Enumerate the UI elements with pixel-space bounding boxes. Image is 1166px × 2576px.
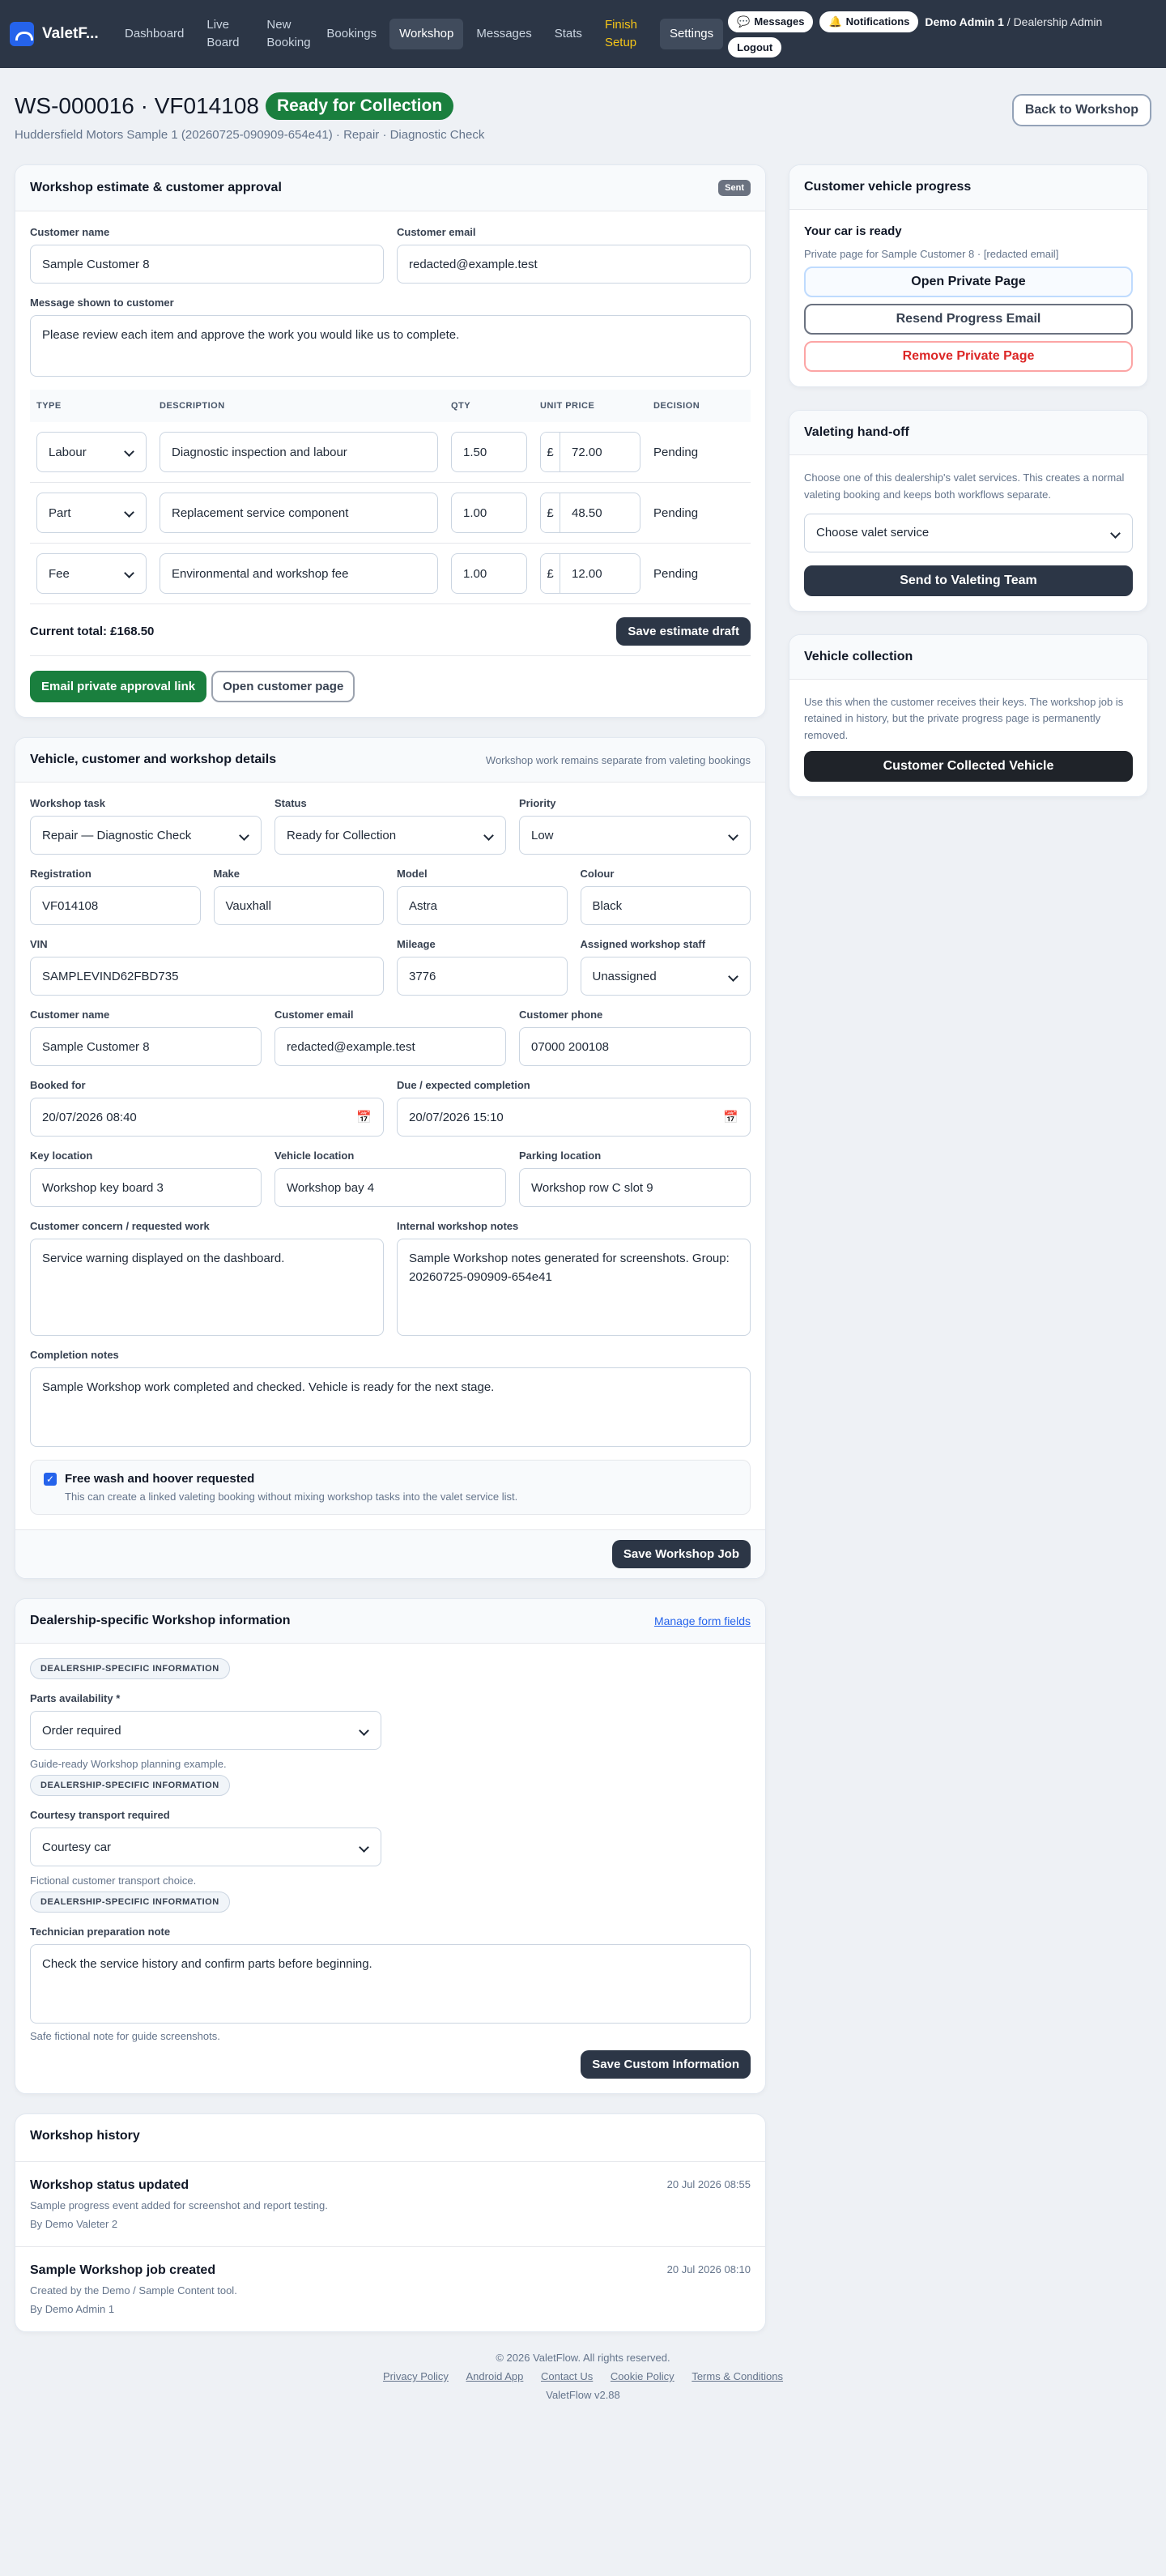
status-label: Status [274,797,307,809]
valet-text: Choose one of this dealership's valet services. This creates a normal valeting booking and keeps both workflows separate. [804,471,1125,501]
currency-symbol: £ [541,493,560,532]
concern-label: Customer concern / requested work [30,1220,210,1232]
current-total: Current total: £168.50 [30,625,155,638]
estimate-customer-name-input[interactable]: Sample Customer 8 [30,245,384,284]
collection-title: Vehicle collection [804,649,913,663]
cname-label: Customer name [30,1009,110,1021]
nav-live-board[interactable]: Live Board [206,18,240,49]
courtesy-transport-select[interactable]: Courtesy car [30,1828,381,1866]
staff-label: Assigned workshop staff [580,938,706,950]
item-type-select[interactable]: Fee [36,553,147,594]
valet-title: Valeting hand-off [804,425,909,439]
registration-label: Registration [30,868,91,880]
nav-workshop[interactable]: Workshop [389,19,463,49]
free-wash-title: Free wash and hoover requested [65,1472,255,1486]
history-item-title: Workshop status updated [30,2178,189,2192]
sent-badge: Sent [718,180,751,196]
parking-location-input[interactable]: Workshop row C slot 9 [519,1168,751,1207]
item-price-value: 48.50 [572,505,602,520]
internal-notes-textarea[interactable]: Sample Workshop notes generated for screenshots. Group: 20260725-090909-654e41 [397,1239,751,1336]
history-title: Workshop history [30,2129,140,2143]
email-approval-link-button[interactable]: Email private approval link [30,671,206,702]
estimate-card-header [15,165,765,211]
brand-name: ValetF... [42,25,99,42]
customer-progress-card [789,164,1148,387]
user-name: Demo Admin 1 [925,15,1004,28]
make-label: Make [213,868,240,880]
free-wash-option[interactable] [30,1460,751,1515]
progress-title: Customer vehicle progress [804,180,972,194]
col-unit-price: UNIT PRICE [534,390,647,422]
open-customer-page-button[interactable]: Open customer page [211,671,355,702]
history-item-text: Sample progress event added for screenshot and report testing. [30,2199,328,2211]
col-description: DESCRIPTION [153,390,445,422]
item-qty-input[interactable]: 1.50 [451,432,527,472]
customer-phone-input[interactable]: 07000 200108 [519,1027,751,1066]
logout-button[interactable]: Logout [728,37,781,58]
item-description-input[interactable]: Replacement service component [160,493,438,533]
nav-bookings[interactable]: Bookings [326,27,377,41]
booked-for-input[interactable] [30,1098,384,1137]
item-price-value: 12.00 [572,566,602,581]
item-description-input[interactable]: Environmental and workshop fee [160,553,438,594]
nav-messages[interactable]: Messages [476,27,532,41]
custom-info-card [15,1598,766,2094]
collection-text: Use this when the customer receives their keys. The workshop job is retained in history, but the private progress page is permanently removed. [804,695,1124,742]
chat-icon: 💬 [737,15,751,28]
estimate-table-header [30,390,751,422]
vehicle-location-input[interactable]: Workshop bay 4 [274,1168,506,1207]
valet-service-select[interactable]: Choose valet service [804,514,1133,552]
key-location-input[interactable]: Workshop key board 3 [30,1168,262,1207]
history-item-title: Sample Workshop job created [30,2263,216,2277]
item-description-input[interactable]: Diagnostic inspection and labour [160,432,438,472]
terms-link[interactable]: Terms & Conditions [692,2370,784,2382]
tech-note-hint: Safe fictional note for guide screenshots. [30,2030,220,2042]
tech-note-label: Technician preparation note [30,1926,171,1938]
nav-stats[interactable]: Stats [554,27,582,41]
item-price-value: 72.00 [572,445,602,459]
details-card-header [15,738,765,783]
android-app-link[interactable]: Android App [466,2370,524,2382]
resend-progress-email-button[interactable]: Resend Progress Email [804,304,1133,335]
dealership-chip: DEALERSHIP-SPECIFIC INFORMATION [30,1891,230,1913]
list-item [15,2246,765,2331]
privacy-policy-link[interactable]: Privacy Policy [382,2370,449,2382]
customer-name-label: Customer name [30,226,110,238]
item-decision: Pending [647,544,751,604]
customer-email-label: Customer email [397,226,476,238]
messages-button-label: Messages [754,15,805,28]
item-price-input[interactable] [540,493,640,533]
tech-note-textarea[interactable]: Check the service history and confirm parts before beginning. [30,1944,751,2024]
cphone-label: Customer phone [519,1009,603,1021]
item-type-select[interactable]: Labour [36,432,147,472]
completion-notes-textarea[interactable]: Sample Workshop work completed and checked. Vehicle is ready for the next stage. [30,1367,751,1447]
free-wash-hint: This can create a linked valeting booking without mixing workshop tasks into the valet service list. [65,1491,518,1503]
customer-email-input[interactable]: redacted@example.test [274,1027,506,1066]
due-label: Due / expected completion [397,1079,530,1091]
due-value: 20/07/2026 15:10 [409,1110,504,1124]
dealership-chip: DEALERSHIP-SPECIFIC INFORMATION [30,1658,230,1679]
booked-label: Booked for [30,1079,86,1091]
courtesy-hint: Fictional customer transport choice. [30,1874,197,1887]
estimate-customer-email-input[interactable]: redacted@example.test [397,245,751,284]
details-title: Vehicle, customer and workshop details [30,753,277,766]
priority-select[interactable]: Low [519,816,751,855]
send-to-valeting-button[interactable]: Send to Valeting Team [804,565,1133,596]
copyright: © 2026 ValetFlow. All rights reserved. [496,2352,670,2364]
custom-info-header [15,1599,765,1644]
calendar-icon[interactable]: 📅 [356,1111,372,1124]
save-workshop-job-button[interactable]: Save Workshop Job [612,1540,751,1568]
cemail-label: Customer email [274,1009,354,1021]
table-row [30,483,751,544]
save-estimate-draft-button[interactable]: Save estimate draft [616,617,751,646]
completion-notes-label: Completion notes [30,1349,119,1361]
progress-heading: Your car is ready [804,224,902,238]
table-row [30,544,751,604]
parts-hint: Guide-ready Workshop planning example. [30,1758,227,1770]
col-decision: DECISION [647,390,751,422]
vin-input[interactable]: SAMPLEVIND62FBD735 [30,957,384,996]
vehicle-location-label: Vehicle location [274,1149,355,1162]
item-price-input[interactable] [540,432,640,472]
currency-symbol: £ [541,554,560,593]
list-item [15,2161,765,2246]
estimate-title: Workshop estimate & customer approval [30,181,282,194]
item-qty-input[interactable]: 1.00 [451,493,527,533]
cookie-policy-link[interactable]: Cookie Policy [610,2370,674,2382]
parts-availability-select[interactable]: Order required [30,1711,381,1750]
page-subtitle: Huddersfield Motors Sample 1 (20260725-090909-654e41) · Repair · Diagnostic Check [15,128,485,142]
item-price-input[interactable] [540,553,640,594]
valeting-handoff-card [789,410,1148,612]
footer [0,2332,1166,2424]
assigned-staff-select[interactable]: Unassigned [581,957,751,996]
status-badge: Ready for Collection [266,92,453,120]
brand-logo-icon [10,22,34,46]
collection-header [789,635,1147,680]
valet-header [789,411,1147,455]
history-item-date: 20 Jul 2026 08:55 [666,2178,751,2190]
history-item-date: 20 Jul 2026 08:10 [666,2263,751,2275]
contact-us-link[interactable]: Contact Us [540,2370,594,2382]
open-private-page-button[interactable]: Open Private Page [804,267,1133,297]
table-row [30,422,751,483]
customer-name-input[interactable]: Sample Customer 8 [30,1027,262,1066]
col-type: TYPE [30,390,153,422]
workshop-task-select[interactable]: Repair — Diagnostic Check [30,816,262,855]
details-card [15,737,766,1579]
history-item-text: Created by the Demo / Sample Content tool. [30,2284,237,2297]
customer-concern-textarea[interactable]: Service warning displayed on the dashboard. [30,1239,384,1336]
remove-private-page-button[interactable]: Remove Private Page [804,341,1133,372]
dealership-chip: DEALERSHIP-SPECIFIC INFORMATION [30,1775,230,1796]
currency-symbol: £ [541,433,560,471]
nav-finish-setup[interactable]: Finish Setup [604,18,637,49]
version: ValetFlow v2.88 [546,2389,620,2401]
bell-icon: 🔔 [828,15,842,28]
mileage-label: Mileage [397,938,436,950]
job-id: WS-000016 · VF014108 [15,93,259,118]
vehicle-collection-card [789,634,1148,797]
booked-for-value: 20/07/2026 08:40 [42,1110,137,1124]
due-input[interactable] [397,1098,751,1137]
item-qty-input[interactable]: 1.00 [451,553,527,594]
mileage-input[interactable]: 3776 [397,957,568,996]
status-select[interactable]: Ready for Collection [274,816,506,855]
progress-header [789,165,1147,210]
item-type-select[interactable]: Part [36,493,147,533]
col-qty: QTY [445,390,534,422]
internal-notes-label: Internal workshop notes [397,1220,519,1232]
history-item-by: By Demo Admin 1 [30,2303,115,2315]
model-label: Model [397,868,428,880]
checkbox-checked-icon[interactable]: ✓ [44,1473,57,1486]
key-location-label: Key location [30,1149,93,1162]
estimate-table [30,390,751,604]
custom-info-title: Dealership-specific Workshop information [30,1614,291,1627]
nav-dashboard[interactable]: Dashboard [125,27,185,41]
colour-input[interactable]: Black [581,886,751,925]
progress-text: Private page for Sample Customer 8 · [redacted email] [804,248,1059,260]
details-note: Workshop work remains separate from valeting bookings [485,753,751,766]
vin-label: VIN [30,938,48,950]
item-decision: Pending [647,422,751,483]
history-item-by: By Demo Valeter 2 [30,2218,118,2230]
history-card [15,2113,766,2332]
message-label: Message shown to customer [30,296,174,309]
back-to-workshop-button[interactable]: Back to Workshop [1012,94,1151,126]
save-custom-info-button[interactable]: Save Custom Information [581,2050,751,2079]
user-role: / Dealership Admin [1006,15,1103,28]
registration-input[interactable]: VF014108 [30,886,201,925]
colour-label: Colour [580,868,615,880]
courtesy-label: Courtesy transport required [30,1809,170,1821]
parking-location-label: Parking location [519,1149,602,1162]
parts-label: Parts availability * [30,1692,121,1704]
manage-form-fields-link[interactable]: Manage form fields [653,1614,751,1627]
nav-settings[interactable]: Settings [660,19,723,49]
customer-collected-button[interactable]: Customer Collected Vehicle [804,751,1133,782]
priority-label: Priority [519,797,556,809]
make-input[interactable]: Vauxhall [214,886,385,925]
notifications-button-label: Notifications [845,15,910,28]
estimate-card [15,164,766,718]
nav-new-booking[interactable]: New Booking [266,18,311,49]
task-label: Workshop task [30,797,105,809]
calendar-icon[interactable]: 📅 [723,1111,738,1124]
model-input[interactable]: Astra [397,886,568,925]
customer-message-textarea[interactable]: Please review each item and approve the work you would like us to complete. [30,315,751,377]
item-decision: Pending [647,483,751,544]
